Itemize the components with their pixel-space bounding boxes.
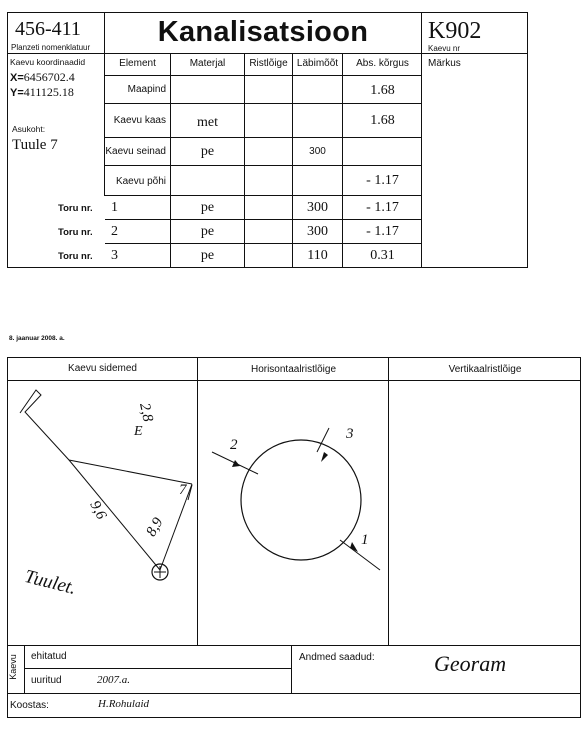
pipe-1-line — [340, 540, 380, 570]
row-diameter: 300 — [293, 138, 343, 166]
pipe-1-height: - 1.17 — [343, 196, 422, 220]
measured-label: uuritud — [31, 675, 62, 686]
row-section — [245, 138, 293, 166]
well-label: Kaevu — [7, 654, 18, 680]
row-diameter — [293, 76, 343, 104]
row-material — [171, 76, 245, 104]
pipe-1-section — [245, 196, 293, 220]
pipe-1-material: pe — [171, 196, 245, 220]
row-diameter — [293, 104, 343, 138]
pipe-3-height: 0.31 — [370, 248, 395, 263]
pipe-3-line — [317, 428, 329, 452]
row-element-cover: Kaevu kaas — [105, 104, 171, 138]
pipe-2-height: - 1.17 — [343, 220, 422, 244]
well-number-box — [422, 12, 528, 54]
y-value: 411125.18 — [23, 85, 74, 99]
tie-mark-3: 7 — [179, 482, 187, 498]
row-height: 1.68 — [343, 76, 422, 104]
row-section — [245, 104, 293, 138]
street-name: Tuulet. — [22, 566, 79, 600]
horizontal-section-svg — [198, 382, 388, 644]
pipe-2-label: Toru nr. — [58, 227, 93, 238]
row-element-ground: Maapind — [105, 76, 171, 104]
data-source-value: Georam — [434, 651, 507, 676]
built-label: ehitatud — [31, 651, 67, 662]
y-coordinate — [10, 85, 74, 100]
author-label: Koostas: — [10, 700, 49, 711]
row-material — [171, 166, 245, 196]
row-diameter — [293, 166, 343, 196]
panel-title-vertical: Vertikaalristlõige — [448, 364, 522, 375]
col-header-diameter: Läbimõõt — [293, 54, 343, 76]
pipe-2-material: pe — [171, 220, 245, 244]
tie-mark-5: 8,9 — [143, 515, 167, 540]
row-material: met — [171, 104, 245, 138]
location-label: Asukoht: — [12, 124, 46, 134]
well-label-box — [7, 645, 25, 693]
author-row-line — [7, 693, 581, 694]
panel-title-ties: Kaevu sidemed — [68, 363, 137, 374]
location-value: Tuule 7 — [12, 137, 58, 153]
row-element-bottom: Kaevu põhi — [105, 166, 171, 196]
tie-mark-1: 2,8 — [136, 401, 156, 424]
data-source-label: Andmed saadud: — [299, 652, 375, 663]
title-box — [105, 12, 422, 54]
pipe-number-2: 2 — [230, 437, 238, 453]
element-table — [105, 54, 422, 268]
x-coordinate — [10, 70, 75, 85]
left-column-bottom-line — [7, 196, 105, 197]
col-header-section: Ristlõige — [245, 54, 293, 76]
x-value: 6456702.4 — [23, 70, 75, 84]
pipe-2-section — [245, 220, 293, 244]
pipe-3-section — [245, 244, 293, 268]
col-header-height: Abs. kõrgus — [343, 54, 422, 76]
row-section — [245, 166, 293, 196]
author-value: H.Rohulaid — [98, 698, 150, 710]
remarks-label: Märkus — [428, 58, 461, 69]
pipe-1-number: 1 — [105, 196, 171, 220]
measured-value: 2007.a. — [97, 674, 130, 686]
nomenclature-label: Planzeti nomenklatuur — [11, 43, 91, 52]
page-title: Kanalisatsioon — [157, 16, 369, 48]
nomenclature-value: 456-411 — [15, 18, 81, 40]
footer-divider — [291, 645, 292, 693]
pipe-number-1: 1 — [361, 532, 369, 548]
col-header-element: Element — [105, 54, 171, 76]
nomenclature-box — [7, 12, 105, 54]
date-line: 8. jaanuar 2008. a. — [9, 335, 65, 342]
well-number-value: K902 — [428, 18, 482, 44]
x-label: X= — [10, 72, 24, 84]
panel-divider-2 — [388, 357, 389, 645]
ties-sketch — [8, 382, 197, 644]
pipe-3-number: 3 — [105, 244, 171, 268]
horizontal-section-sketch — [198, 382, 388, 644]
row-height — [343, 138, 422, 166]
panel-title-horizontal: Horisontaalristlõige — [250, 364, 337, 375]
coords-label: Kaevu koordinaadid — [10, 57, 86, 67]
pipe-1-diameter: 300 — [293, 196, 343, 220]
well-number-label: Kaevu nr — [428, 44, 461, 53]
pipe-3-diameter: 110 — [293, 244, 343, 268]
pipe-3-arrow-icon — [321, 452, 328, 462]
pipe-2-diameter: 300 — [293, 220, 343, 244]
tie-mark-2: E — [134, 424, 143, 439]
building-outline — [20, 390, 192, 484]
pipe-1-label: Toru nr. — [58, 203, 93, 214]
pipe-3-label: Toru nr. — [58, 251, 93, 262]
y-label: Y= — [10, 87, 24, 99]
row-height: - 1.17 — [343, 166, 422, 196]
tie-line-left — [69, 460, 160, 570]
row-section — [245, 76, 293, 104]
row-element-walls: Kaevu seinad — [105, 138, 171, 166]
row-height: 1.68 — [343, 104, 422, 138]
pipe-3-material: pe — [171, 244, 245, 268]
built-row — [25, 645, 291, 669]
measured-row — [25, 669, 291, 693]
pipe-2-number: 2 — [105, 220, 171, 244]
row-material: pe — [171, 138, 245, 166]
pipe-number-3: 3 — [346, 426, 354, 442]
tie-mark-4: 9,6 — [86, 498, 110, 523]
col-header-material: Materjal — [171, 54, 245, 76]
pipe-2-arrow-icon — [232, 460, 240, 467]
